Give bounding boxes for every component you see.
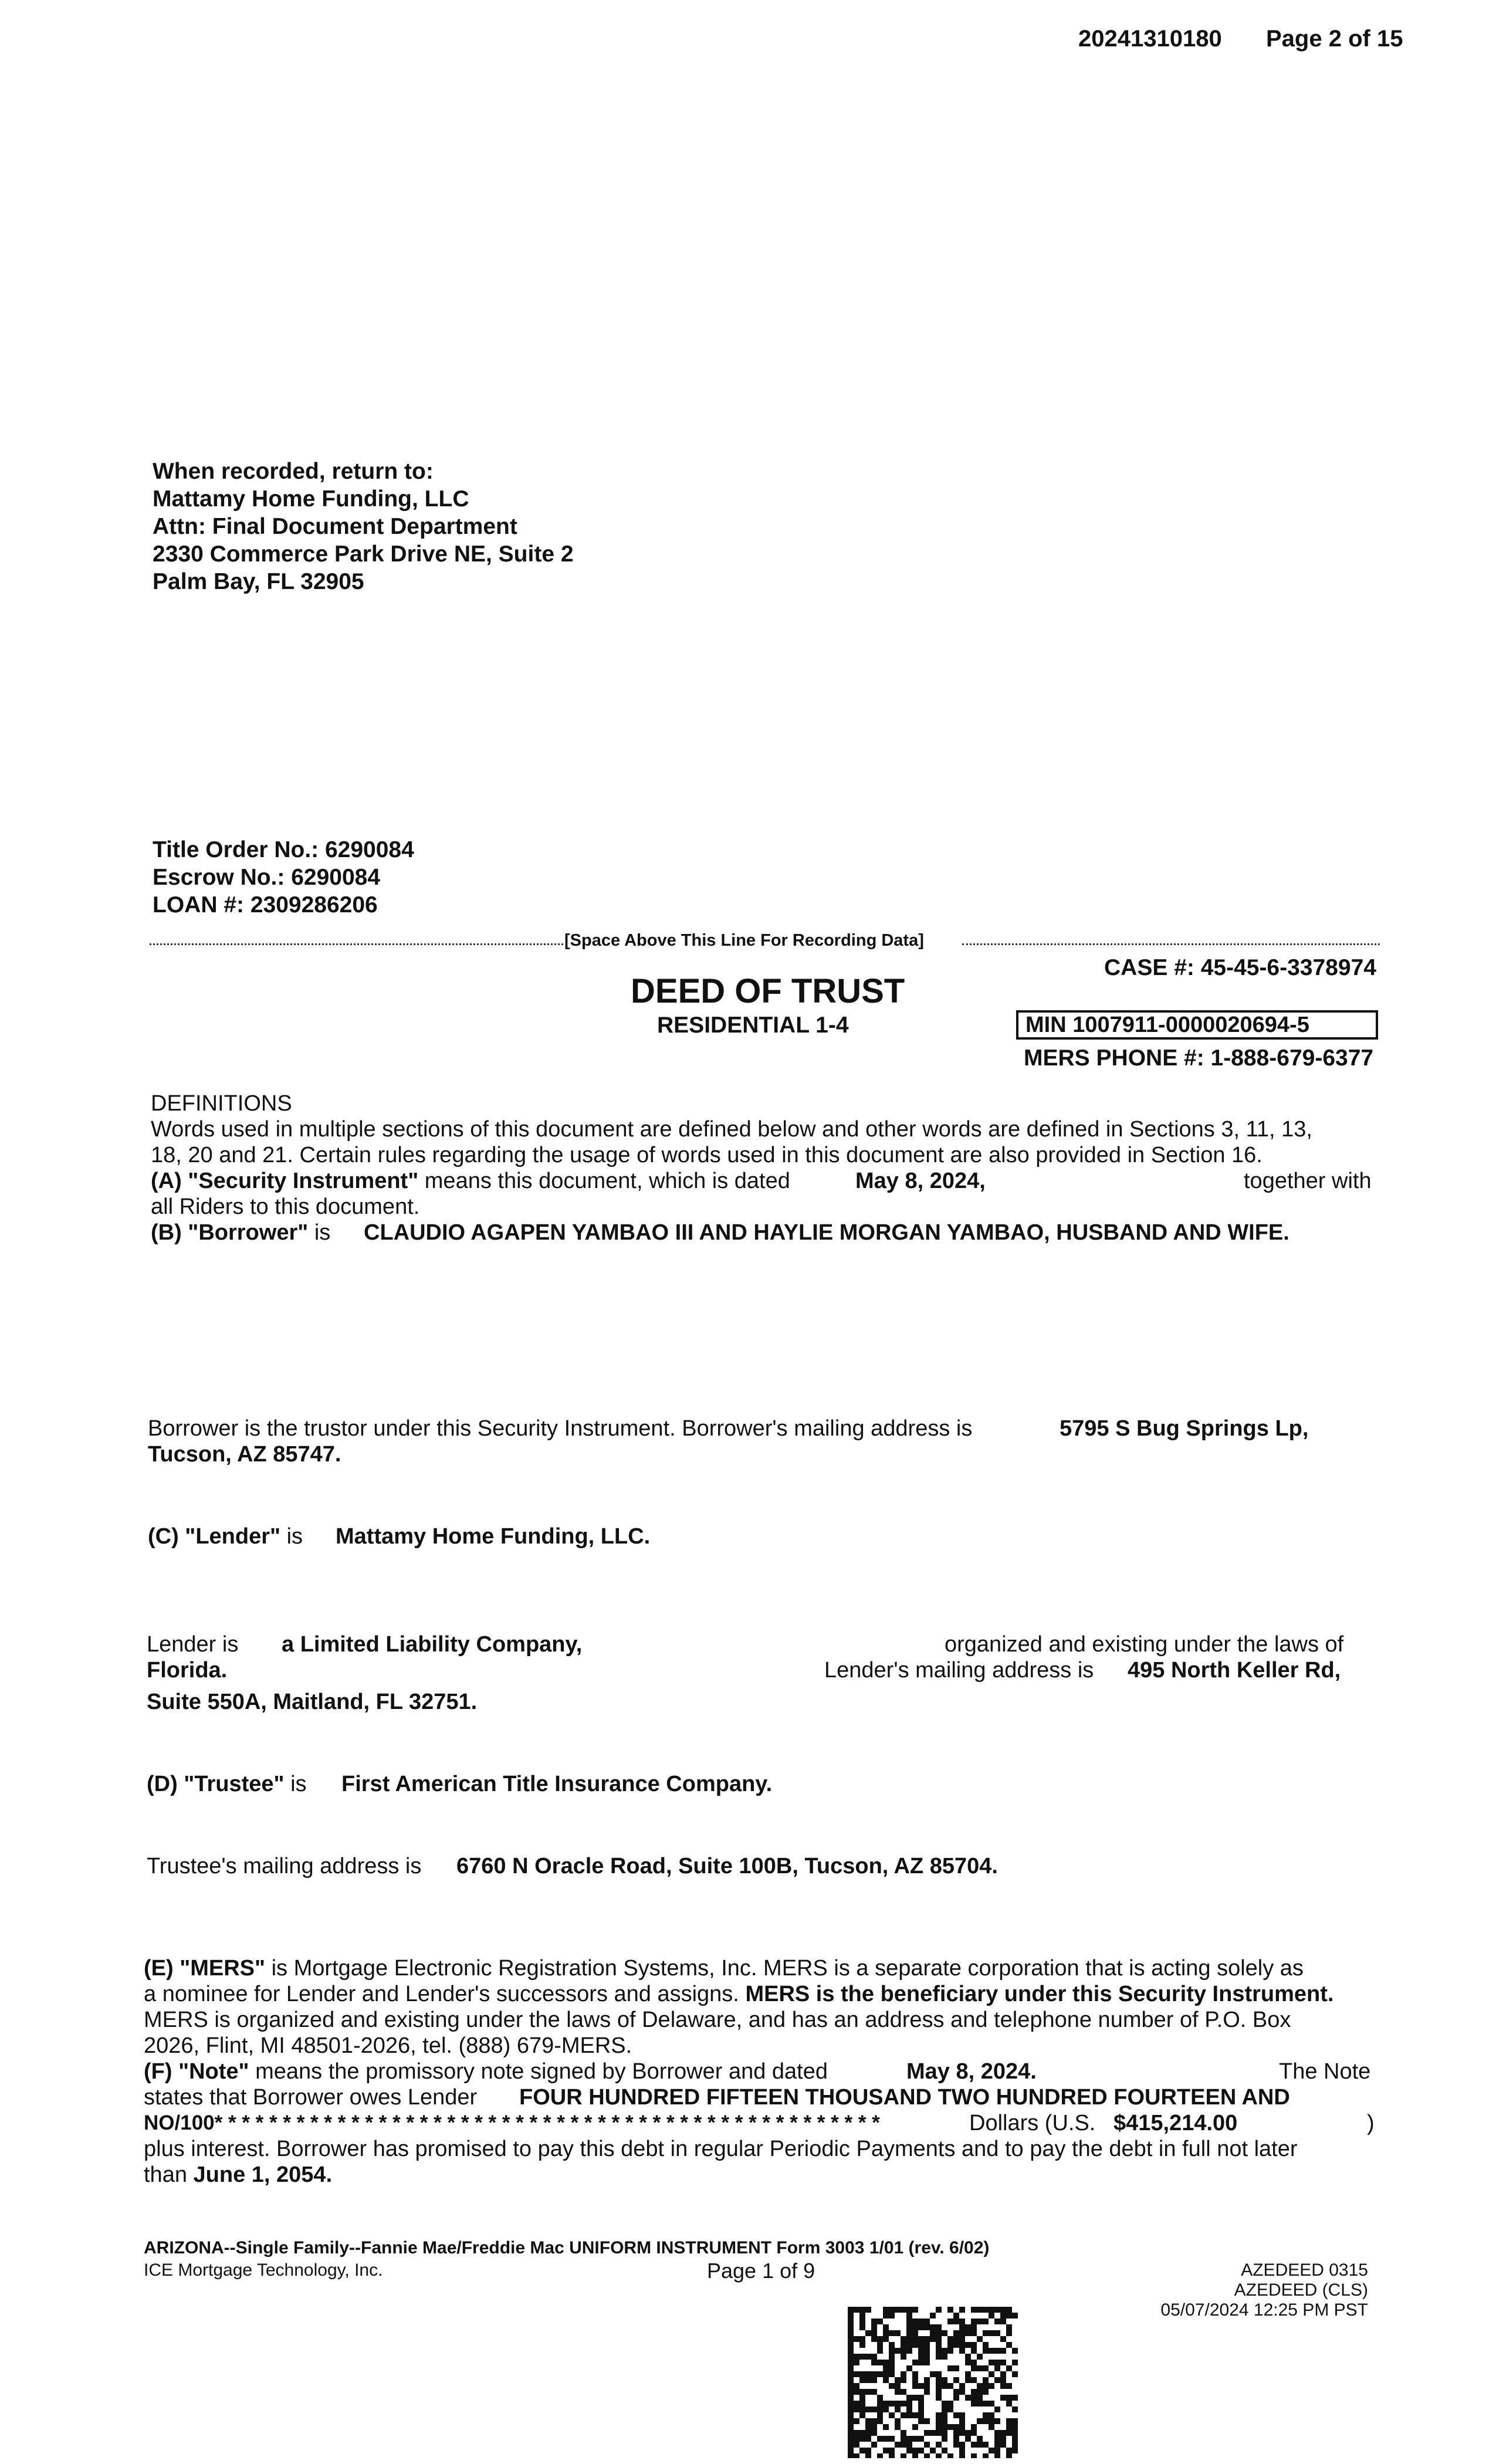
maturity-date: June 1, 2054. (193, 2162, 333, 2187)
title-order-number: Title Order No.: 6290084 (153, 837, 414, 862)
min-number-box: MIN 1007911-0000020694-5 (1016, 1010, 1378, 1040)
form-identifier: ARIZONA--Single Family--Fannie Mae/Freddie Mac UNIFORM INSTRUMENT Form 3003 1/01 (rev. 6/02) (144, 2238, 990, 2257)
document-title: DEED OF TRUST (631, 972, 905, 1010)
definition-e-text: is Mortgage Electronic Registration Systems, Inc. MERS is a separate corporation that is acting solely as (271, 1956, 1304, 1981)
mers-phone: MERS PHONE #: 1-888-679-6377 (1024, 1045, 1374, 1071)
trustee-mailing-text: Trustee's mailing address is (147, 1854, 422, 1879)
return-to-street: 2330 Commerce Park Drive NE, Suite 2 (153, 541, 574, 567)
definition-f-line-5 (144, 2161, 332, 2188)
lender-name: Mattamy Home Funding, LLC. (336, 1524, 651, 1549)
definition-a-label: (A) "Security Instrument" (151, 1169, 419, 1193)
order-info-block (153, 836, 414, 919)
form-code-2: AZEDEED (CLS) (1234, 2280, 1368, 2300)
definition-a-line (151, 1167, 790, 1194)
definitions-intro-line-2: 18, 20 and 21. Certain rules regarding the usage of words used in this document are also provided in Section 16. (151, 1143, 1263, 1167)
mers-beneficiary-statement: MERS is the beneficiary under this Security Instrument. (745, 1982, 1334, 2006)
return-to-company: Mattamy Home Funding, LLC (153, 486, 469, 512)
definition-c-line (148, 1523, 303, 1550)
definition-a-text: means this document, which is dated (424, 1169, 790, 1193)
definition-d-line (147, 1771, 307, 1798)
borrower-names: CLAUDIO AGAPEN YAMBAO III AND HAYLIE MORGAN YAMBAO, HUSBAND AND WIFE. (364, 1220, 1289, 1245)
definitions-heading: DEFINITIONS (151, 1091, 292, 1116)
definition-f-owes-text: states that Borrower owes Lender (144, 2085, 478, 2110)
lender-address-line-2: Suite 550A, Maitland, FL 32751. (147, 1690, 478, 1714)
divider-dots-left (150, 943, 563, 945)
trustee-address: 6760 N Oracle Road, Suite 100B, Tucson, AZ 85704. (456, 1854, 998, 1879)
return-to-city: Palm Bay, FL 32905 (153, 569, 364, 594)
lender-address-line-1: 495 North Keller Rd, (1128, 1658, 1341, 1683)
note-date: May 8, 2024. (906, 2059, 1037, 2084)
return-to-block (153, 458, 574, 595)
definition-e-line-3: MERS is organized and existing under the laws of Delaware, and has an address and telephone number of P.O. Box (144, 2008, 1291, 2032)
lender-entity-type: a Limited Liability Company, (282, 1632, 583, 1657)
security-instrument-date: May 8, 2024, (855, 1169, 986, 1193)
return-to-heading: When recorded, return to: (153, 459, 434, 484)
lender-state: Florida. (147, 1658, 228, 1683)
definition-d-is: is (290, 1772, 307, 1796)
definitions-intro-line-1: Words used in multiple sections of this document are defined below and other words are defined in Sections 3, 11, 13, (151, 1117, 1312, 1142)
barcode-image (848, 2307, 1018, 2458)
loan-amount-close-paren: ) (1367, 2111, 1375, 2135)
divider-dots-right (962, 943, 1380, 945)
borrower-address-line-2: Tucson, AZ 85747. (148, 1442, 341, 1467)
definition-f-label: (F) "Note" (144, 2059, 249, 2084)
form-codes (1160, 2260, 1368, 2320)
lender-organized-text: organized and existing under the laws of (945, 1632, 1344, 1657)
definition-c-label: (C) "Lender" (148, 1524, 281, 1549)
return-to-attn: Attn: Final Document Department (153, 514, 517, 539)
loan-amount-words-line-2: NO/100* * * * * * * * * * * * * * * * * * * * * * * * * * * * * * * * * * * * * * * * * * * * * * * * * (144, 2111, 880, 2134)
definition-b-is: is (314, 1220, 331, 1245)
page-count-label: Page 2 of 15 (1266, 26, 1403, 52)
definition-b-line (151, 1219, 330, 1246)
document-subtitle: RESIDENTIAL 1-4 (657, 1013, 849, 1038)
escrow-number: Escrow No.: 6290084 (153, 865, 381, 890)
definition-f-line-4: plus interest. Borrower has promised to pay this debt in regular Periodic Payments and to pay the debt in full not later (144, 2137, 1298, 2161)
footer-page-number: Page 1 of 9 (707, 2259, 815, 2283)
loan-amount: $415,214.00 (1113, 2111, 1238, 2135)
document-number: 20241310180 (1078, 26, 1222, 52)
definition-e-label: (E) "MERS" (144, 1956, 266, 1981)
dollars-us-text: Dollars (U.S. (969, 2111, 1096, 2135)
definition-f-the-note: The Note (1279, 2059, 1371, 2084)
definition-e-line-2 (144, 1981, 1333, 2008)
definition-e-line-1 (144, 1955, 1304, 1982)
case-number: CASE #: 45-45-6-3378974 (1104, 955, 1376, 980)
trustee-name: First American Title Insurance Company. (341, 1772, 773, 1796)
definition-e-line-4: 2026, Flint, MI 48501-2026, tel. (888) 679-MERS. (144, 2033, 632, 2058)
lender-is-text: Lender is (147, 1632, 239, 1657)
footer-timestamp: 05/07/2024 12:25 PM PST (1160, 2300, 1368, 2320)
definition-a-together: together with (1244, 1169, 1372, 1193)
loan-number: LOAN #: 2309286206 (153, 892, 378, 918)
definition-f-text: means the promissory note signed by Borrower and dated (255, 2059, 828, 2084)
definition-f-line-1 (144, 2058, 828, 2085)
definition-c-is: is (286, 1524, 303, 1549)
loan-amount-words-line-1: FOUR HUNDRED FIFTEEN THOUSAND TWO HUNDRED FOURTEEN AND (519, 2085, 1290, 2110)
recording-space-label: [Space Above This Line For Recording Data] (564, 931, 924, 950)
definition-e-nominee: a nominee for Lender and Lender's successors and assigns. (144, 1982, 739, 2006)
form-code-1: AZEDEED 0315 (1241, 2260, 1368, 2280)
definition-a-line-2: all Riders to this document. (151, 1194, 420, 1219)
lender-mailing-text: Lender's mailing address is (824, 1658, 1094, 1683)
form-vendor: ICE Mortgage Technology, Inc. (144, 2260, 383, 2280)
borrower-address-line-1: 5795 S Bug Springs Lp, (1060, 1416, 1309, 1441)
definition-f-than: than (144, 2162, 187, 2187)
borrower-mailing-text: Borrower is the trustor under this Security Instrument. Borrower's mailing address is (148, 1416, 973, 1441)
definition-d-label: (D) "Trustee" (147, 1772, 285, 1796)
definition-b-label: (B) "Borrower" (151, 1220, 309, 1245)
